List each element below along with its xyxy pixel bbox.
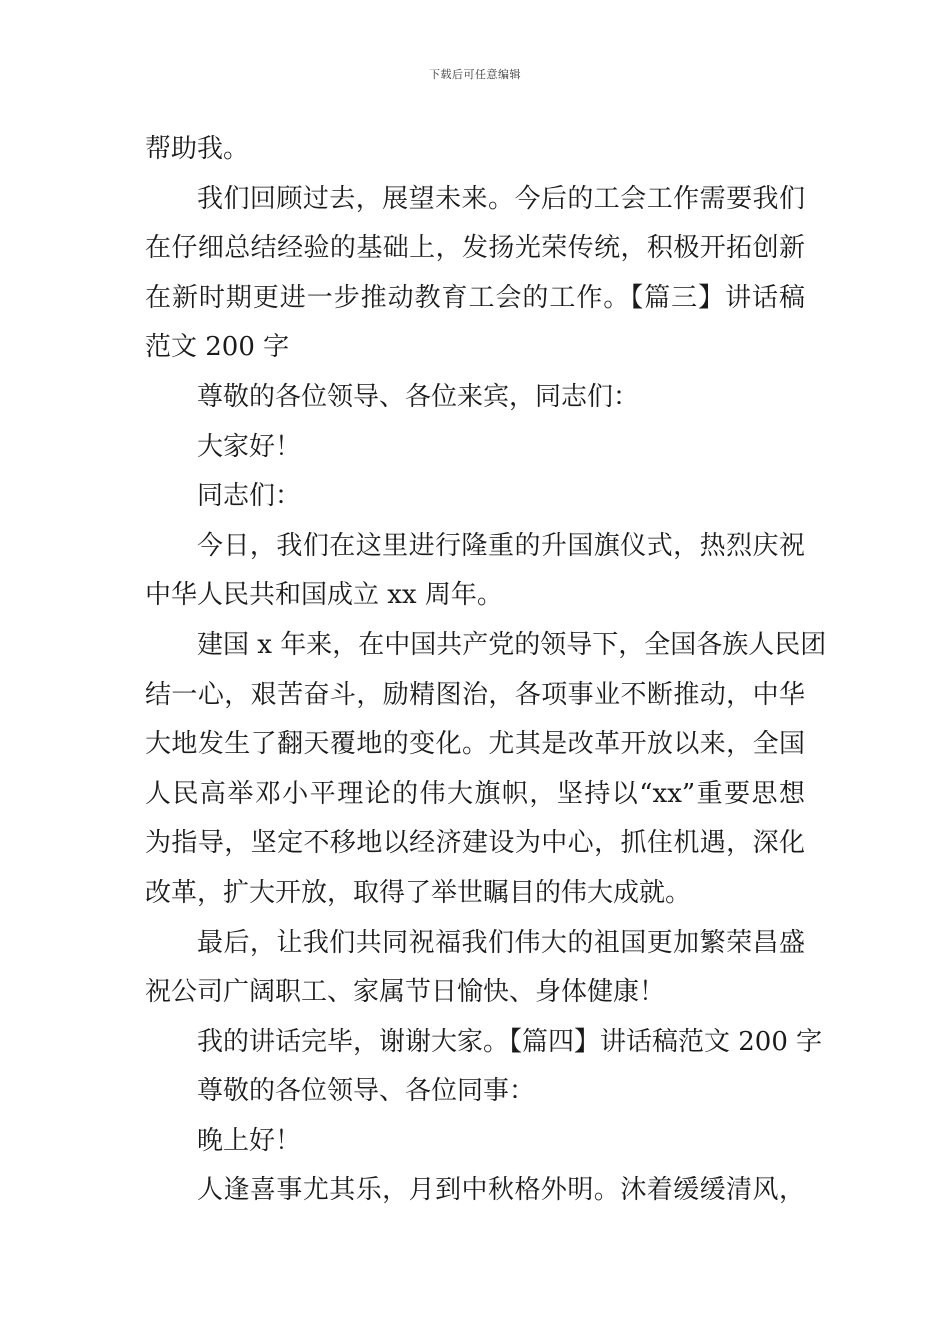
document-body bbox=[145, 125, 827, 1216]
text-line: 尊敬的各位领导、各位同事： bbox=[197, 1076, 536, 1107]
text-line: 祝公司广阔职工、家属节日愉快、身体健康！ bbox=[145, 977, 666, 1008]
text-line: 晚上好！ bbox=[197, 1125, 302, 1156]
text-line: 帮助我。 bbox=[145, 134, 250, 164]
page-header-note: 下载后可任意编辑 bbox=[429, 68, 521, 81]
text-line: 尊敬的各位领导、各位来宾，同志们： bbox=[197, 381, 640, 412]
text-line: 在仔细总结经验的基础上，发扬光荣传统，积极开拓创新 bbox=[145, 233, 805, 264]
text-line: 今日，我们在这里进行隆重的升国旗仪式，热烈庆祝 bbox=[197, 530, 805, 561]
text-line: 同志们： bbox=[197, 481, 302, 512]
text-line: 大地发生了翻天覆地的变化。尤其是改革开放以来，全国 bbox=[145, 729, 805, 760]
text-line: 人逢喜事尤其乐，月到中秋格外明。沐着缓缓清风， bbox=[197, 1175, 805, 1206]
text-line: 改革，扩大开放，取得了举世瞩目的伟大成就。 bbox=[145, 877, 692, 908]
text-line: 建国 x 年来，在中国共产党的领导下，全国各族人民团 bbox=[197, 629, 827, 660]
text-line: 大家好！ bbox=[197, 431, 302, 462]
text-line: 结一心，艰苦奋斗，励精图治，各项事业不断推动，中华 bbox=[145, 679, 805, 710]
text-line: 为指导，坚定不移地以经济建设为中心，抓住机遇，深化 bbox=[145, 828, 805, 859]
text-line: 在新时期更进一步推动教育工会的工作。【篇三】讲话稿 bbox=[145, 282, 805, 313]
text-line: 最后，让我们共同祝福我们伟大的祖国更加繁荣昌盛 bbox=[197, 927, 805, 958]
text-line: 我的讲话完毕，谢谢大家。【篇四】讲话稿范文 200 字 bbox=[197, 1026, 823, 1057]
text-line: 我们回顾过去，展望未来。今后的工会工作需要我们 bbox=[197, 183, 805, 214]
text-line: 中华人民共和国成立 xx 周年。 bbox=[145, 580, 503, 611]
text-line: 人民高举邓小平理论的伟大旗帜，坚持以“xx”重要思想 bbox=[145, 778, 805, 809]
text-line: 范文 200 字 bbox=[145, 332, 290, 363]
